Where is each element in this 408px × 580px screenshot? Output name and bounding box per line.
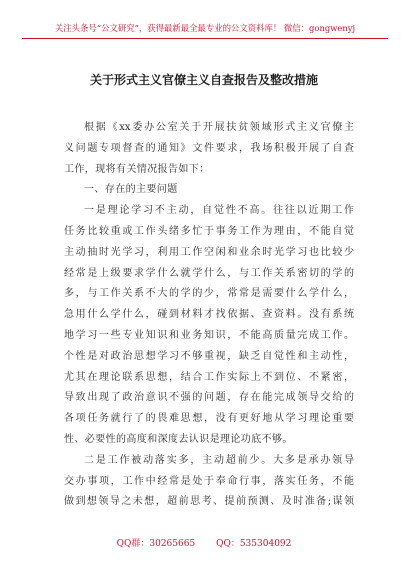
body-text-line: 二是工作被动落实多，主动超前少。大多是承办领导 bbox=[84, 454, 354, 466]
footer-qq-group: QQ群：30265665 bbox=[116, 539, 196, 549]
body-text-line: 主动抽时光学习，利用工作空闲和业余时光学习也比较少 bbox=[64, 246, 354, 258]
body-text-line: 经常是上级要求学什么就学什么，与工作关系密切的学的 bbox=[64, 267, 354, 279]
document-body bbox=[64, 118, 354, 513]
body-text-line: 工作，现将有关情况报告如下： bbox=[64, 163, 210, 175]
body-text-line: 根据《xx委办公室关于开展扶贫领域形式主义官僚主 bbox=[84, 122, 354, 133]
body-text-line: 导致出现了政治意识不强的问题，存在能完成领导交给的 bbox=[64, 392, 354, 404]
header-divider bbox=[22, 38, 388, 39]
body-text-line: 一、存在的主要问题 bbox=[84, 184, 178, 196]
body-text-line: 尤其在理论联系思想，结合工作实际上不到位、不紧密， bbox=[64, 371, 354, 383]
footer-contacts bbox=[0, 538, 408, 550]
body-text-line: 交办事项，工作中经常是处于奉命行事，落实任务，不能 bbox=[64, 475, 354, 487]
body-text-line: 地学习一些专业知识和业务知识，不能高质量完成工作。 bbox=[64, 329, 354, 341]
body-text-line: 义问题专项督查的通知》文件要求，我场积极开展了自查 bbox=[64, 142, 354, 154]
body-text-line: 个性是对政治思想学习不够重视，缺乏自觉性和主动性， bbox=[64, 350, 354, 362]
footer-qq: QQ：535304092 bbox=[216, 539, 292, 549]
body-text-line: 一是理论学习不主动，自觉性不高。往往以近期工作 bbox=[84, 205, 354, 217]
body-text-line: 急用什么学什么，碰到材料才找依据、查资料。没有系统 bbox=[64, 309, 354, 321]
header-banner: 关注头条号“公文研究”，获得最新最全最专业的公文资料库！ 微信：gongwenyj bbox=[54, 23, 356, 33]
document-title: 关于形式主义官僚主义自查报告及整改措施 bbox=[89, 73, 318, 87]
body-text-line: 多，与工作关系不大的学的少，常常是需要什么学什么， bbox=[64, 288, 354, 300]
body-text-line: 任务比较重或工作头绪多忙于事务工作为理由，不能自觉 bbox=[64, 225, 354, 237]
body-text-line: 性、必要性的高度和深度去认识是理论功底不够。 bbox=[64, 433, 293, 445]
body-text-line: 各项任务就行了的畏难思想，没有更好地从学习理论重要 bbox=[64, 413, 354, 425]
body-text-line: 做到想领导之未想，超前思考、提前预测、及时准备;谋领 bbox=[64, 496, 354, 508]
